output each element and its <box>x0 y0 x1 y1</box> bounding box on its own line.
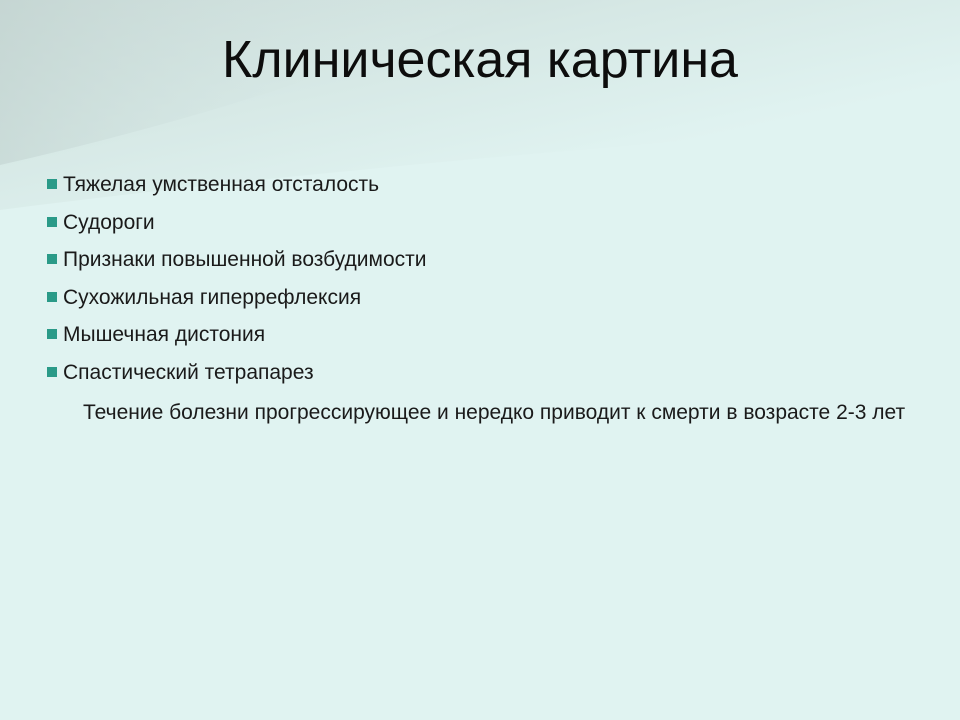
bullet-text: Тяжелая умственная отсталость <box>63 173 380 196</box>
note-paragraph: Течение болезни прогрессирующее и нередко приводит к смерти в возрасте 2-3 лет <box>83 401 906 424</box>
bullet-text: Мышечная дистония <box>63 323 266 346</box>
square-bullet-icon <box>47 329 57 339</box>
slide-title: Клиническая картина <box>222 31 738 89</box>
list-item <box>45 170 925 208</box>
list-item <box>45 283 925 321</box>
square-bullet-icon <box>47 292 57 302</box>
list-item <box>45 208 925 246</box>
square-bullet-icon <box>47 179 57 189</box>
bullet-list <box>45 170 925 395</box>
bullet-text: Судороги <box>63 210 155 234</box>
list-item <box>45 245 925 283</box>
bullet-text: Сухожильная гиперрефлексия <box>63 285 362 309</box>
square-bullet-icon <box>47 367 57 377</box>
bullet-text: Спастический тетрапарез <box>63 360 314 384</box>
bullet-text: Признаки повышенной возбудимости <box>63 248 427 271</box>
list-item <box>45 320 925 358</box>
square-bullet-icon <box>47 254 57 264</box>
list-item <box>45 358 925 396</box>
square-bullet-icon <box>47 217 57 227</box>
